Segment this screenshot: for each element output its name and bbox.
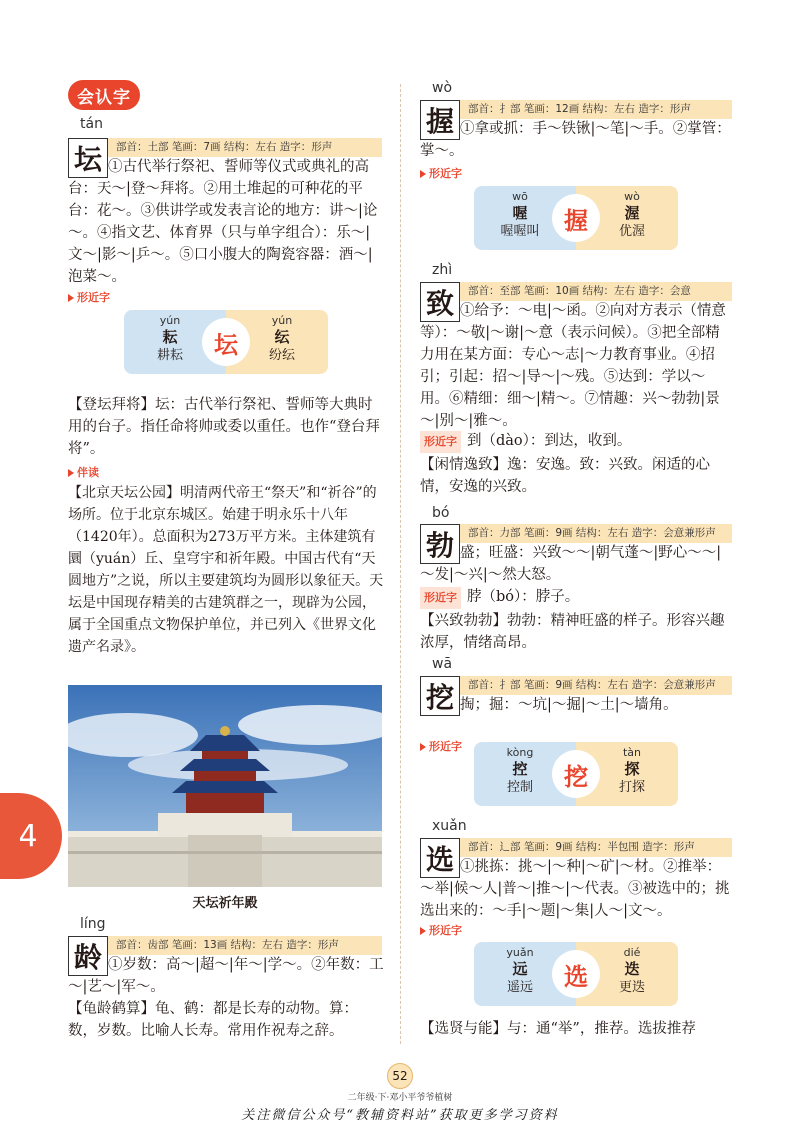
similar-chars-label: 形近字 [420,922,462,938]
similar-chars-card: kòng 控 控制 tàn 探 打探 挖 [474,742,678,806]
pinyin: wò [432,80,453,96]
page-number: 52 [387,1063,413,1089]
triangle-icon [68,469,74,477]
idiom-entry: 【闲情逸致】逸：安逸。致：兴致。闲适的心情，安逸的兴致。 [420,457,710,495]
character-info-bar: 部首：扌部 笔画：12画 结构：左右 造字：形声 [460,100,732,119]
character-info-bar: 部首：齿部 笔画：13画 结构：左右 造字：形声 [108,936,382,955]
similar-chars-label: 形近字 [420,165,462,181]
definition: ①挑拣：挑～|～种|～矿|～材。②推举：～举|候～人|普～|推～|～代表。③被选中的；挑选出来的：～手|～题|～集|人～|文～。 [420,859,730,919]
triangle-icon [420,927,426,935]
footer-note: 关注微信公众号“教辅资料站”获取更多学习资料 [241,1108,559,1123]
companion-reading-text: 【北京天坛公园】明清两代帝王“祭天”和“祈谷”的场所。位于北京东城区。始建于明永乐十八年（1420年）。总面积为273万平方米。主体建筑有圜（yuán）丘、皇穹宇和祈年殿。中国古代有“天圆地方”之说，所以主要建筑均为圆形以象征天。天坛是中国现存精美的古建筑群之一，现辟为公园，属于全国重点文物保护单位，并已列入《世界文化遗产名录》。 [68,485,384,655]
definition: ①古代举行祭祀、誓师等仪式或典礼的高台：天～|登～拜将。②用土堆起的可种花的平台：花～。③供讲学或发表言论的地方：讲～|论～。④指文艺、体育界（只与单字组合）：乐～|文～|影～|乒～。⑤口小腹大的陶瓷容器：酒～|泡菜～。 [68,159,378,285]
idiom-entry: 【龟龄鹤算】龟、鹤：都是长寿的动物。算：数，岁数。比喻人长寿。常用作祝寿之辞。 [68,1001,358,1039]
definition: ①给予：～电|～函。②向对方表示（情意等）：～敬|～谢|～意（表示问候）。③把全部精力用在某方面：专心～志|～力教育事业。④招引；引起：招～|导～|～残。⑤达到：学以～用。⑥精细：细～|精～。⑦情趣：兴～勃勃|景～|别～|雅～。 [420,303,726,429]
definition: ①岁数：高～|超～|年～|学～。②年数：工～|艺～|军～。 [68,957,384,995]
pinyin: tán [80,116,103,132]
character-box: 勃 [420,524,460,564]
pinyin: líng [80,916,106,932]
unit-tab: 4 [0,793,62,879]
character-box: 选 [420,838,460,878]
pinyin: bó [432,505,450,521]
character-info-bar: 部首：至部 笔画：10画 结构：左右 造字：会意 [460,282,732,301]
similar-chars-note: 形近字 脖（bó）：脖子。 [420,586,734,609]
character-info-bar: 部首：扌部 笔画：9画 结构：左右 造字：会意兼形声 [460,676,732,695]
pinyin: wā [432,656,453,672]
companion-reading-label: 伴读 [68,464,99,480]
pinyin: zhì [432,262,453,278]
similar-chars-label: 形近字 [420,738,462,754]
similar-chars-card: yún 耘 耕耘 yún 纭 纷纭 坛 [124,310,328,374]
similar-chars-card: yuǎn 远 遥远 dié 迭 更迭 选 [474,942,678,1006]
column-divider [400,84,401,1044]
character-box: 挖 [420,676,460,716]
character-box: 龄 [68,936,108,976]
footer-running-title: 二年级·下·邓小平爷爷植树 [347,1093,453,1103]
idiom-entry: 【登坛拜将】坛：古代举行祭祀、誓师等大典时用的台子。指任命将帅或委以重任。也作“登台拜将”。 [68,397,380,457]
character-info-bar: 部首：力部 笔画：9画 结构：左右 造字：会意兼形声 [460,524,732,543]
pinyin: xuǎn [432,818,467,834]
character-info-bar: 部首：辶部 笔画：9画 结构：半包围 造字：形声 [460,838,732,857]
triangle-icon [68,294,74,302]
similar-chars-note: 形近字 到（dào）：到达，收到。 [420,430,734,453]
similar-chars-card: wō 喔 喔喔叫 wò 渥 优渥 握 [474,186,678,250]
idiom-entry: 【选贤与能】与：通“举”，推荐。选拔推荐 [420,1021,696,1037]
character-info-bar: 部首：土部 笔画：7画 结构：左右 造字：形声 [108,138,382,157]
triangle-icon [420,170,426,178]
definition: 掏；掘：～坑|～掘|～土|～墙角。 [460,697,678,713]
section-title: 会认字 [68,80,140,110]
definition: 盛；旺盛：兴致～～|朝气蓬～|野心～～|～发|～兴|～然大怒。 [420,545,722,583]
definition: ①拿或抓：手～铁锹|～笔|～手。②掌管：掌～。 [420,121,731,159]
temple-of-heaven-photo [68,685,382,887]
similar-chars-label: 形近字 [68,289,110,305]
photo-caption: 天坛祈年殿 [192,896,258,911]
character-box: 坛 [68,138,108,178]
triangle-icon [420,743,426,751]
character-box: 握 [420,100,460,140]
character-box: 致 [420,282,460,322]
idiom-entry: 【兴致勃勃】勃勃：精神旺盛的样子。形容兴趣浓厚，情绪高昂。 [420,613,725,651]
